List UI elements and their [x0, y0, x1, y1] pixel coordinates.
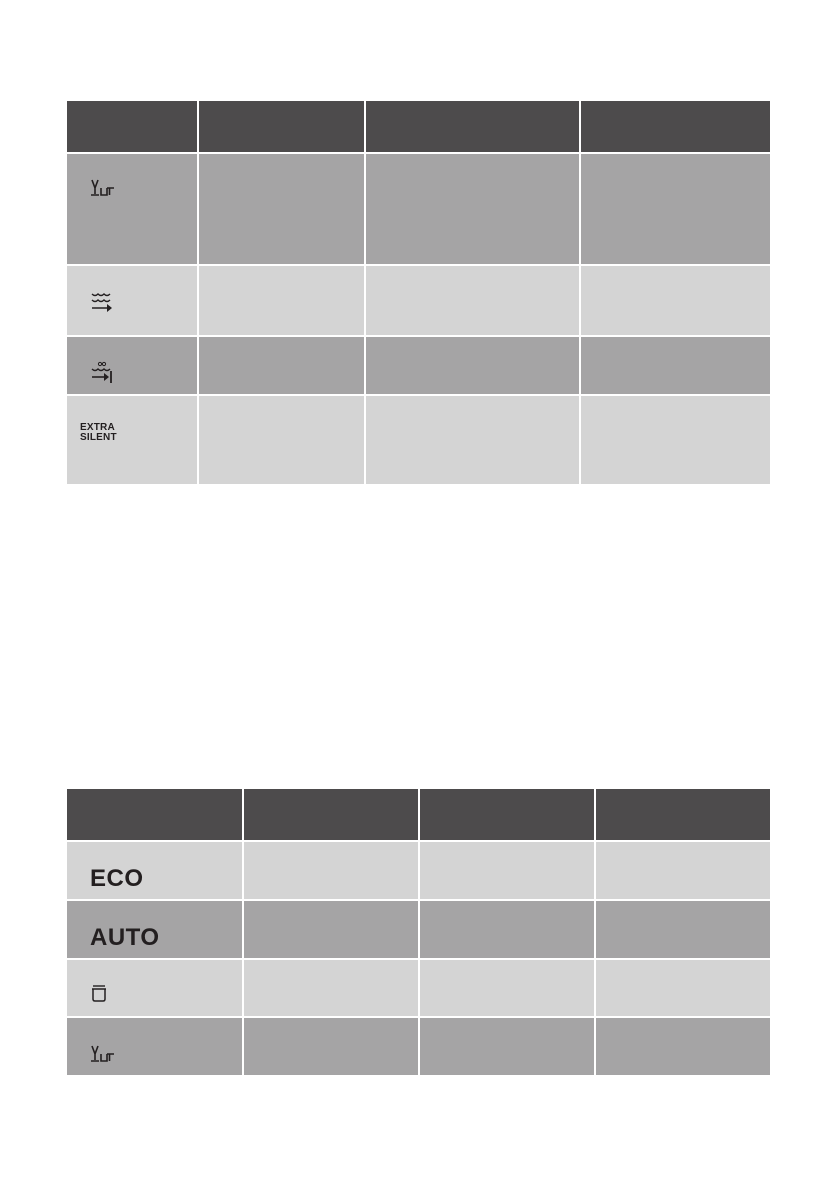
- extra-label: EXTRA: [80, 422, 115, 433]
- icon-cell: [67, 900, 243, 959]
- table-row: [67, 265, 770, 336]
- icon-cell: [67, 841, 243, 900]
- header-cell: [595, 789, 770, 841]
- header-cell: [243, 789, 419, 841]
- table-cell: [580, 153, 770, 265]
- table-row: [67, 959, 770, 1017]
- programme-values-table: [67, 789, 770, 1075]
- table-cell: [198, 336, 365, 395]
- table-cell: [595, 841, 770, 900]
- rinse-arrow-icon: [67, 266, 197, 314]
- table-cell: [419, 841, 595, 900]
- table-cell: [198, 395, 365, 485]
- eco-icon: ECO: [90, 865, 144, 892]
- table-row: [67, 841, 770, 900]
- table-row: [67, 395, 770, 485]
- table-header-row: [67, 789, 770, 841]
- glass-pot-icon: [67, 1018, 242, 1064]
- table-cell: [243, 900, 419, 959]
- table-cell: [419, 900, 595, 959]
- table-row: [67, 336, 770, 395]
- pot-icon: [67, 960, 242, 1004]
- table-cell: [580, 265, 770, 336]
- table-cell: [595, 959, 770, 1017]
- table-cell: [595, 900, 770, 959]
- table-cell: [365, 336, 580, 395]
- table-cell: [580, 395, 770, 485]
- icon-cell: [67, 153, 198, 265]
- table-cell: [243, 841, 419, 900]
- table-cell: [198, 153, 365, 265]
- table-row: [67, 153, 770, 265]
- header-cell: [580, 101, 770, 153]
- header-cell: [419, 789, 595, 841]
- icon-cell: [67, 1017, 243, 1075]
- glass-pot-icon: [67, 154, 197, 198]
- dry-end-icon: [67, 337, 197, 385]
- table-cell: [419, 1017, 595, 1075]
- icon-cell: [67, 336, 198, 395]
- header-cell: [67, 789, 243, 841]
- table-cell: [243, 959, 419, 1017]
- table-cell: [243, 1017, 419, 1075]
- table-cell: [365, 153, 580, 265]
- icon-cell: [67, 265, 198, 336]
- icon-cell: [67, 395, 198, 485]
- header-cell: [198, 101, 365, 153]
- table-cell: [419, 959, 595, 1017]
- table-cell: [580, 336, 770, 395]
- silent-label: SILENT: [80, 432, 117, 443]
- programme-options-table: [67, 101, 770, 486]
- table-cell: [595, 1017, 770, 1075]
- icon-cell: [67, 959, 243, 1017]
- header-cell: [365, 101, 580, 153]
- auto-icon: AUTO: [90, 924, 160, 951]
- table-cell: [365, 395, 580, 485]
- extra-silent-icon: [67, 396, 197, 443]
- table-row: [67, 1017, 770, 1075]
- table-header-row: [67, 101, 770, 153]
- table-row: [67, 900, 770, 959]
- table-cell: [198, 265, 365, 336]
- table-cell: [365, 265, 580, 336]
- header-cell: [67, 101, 198, 153]
